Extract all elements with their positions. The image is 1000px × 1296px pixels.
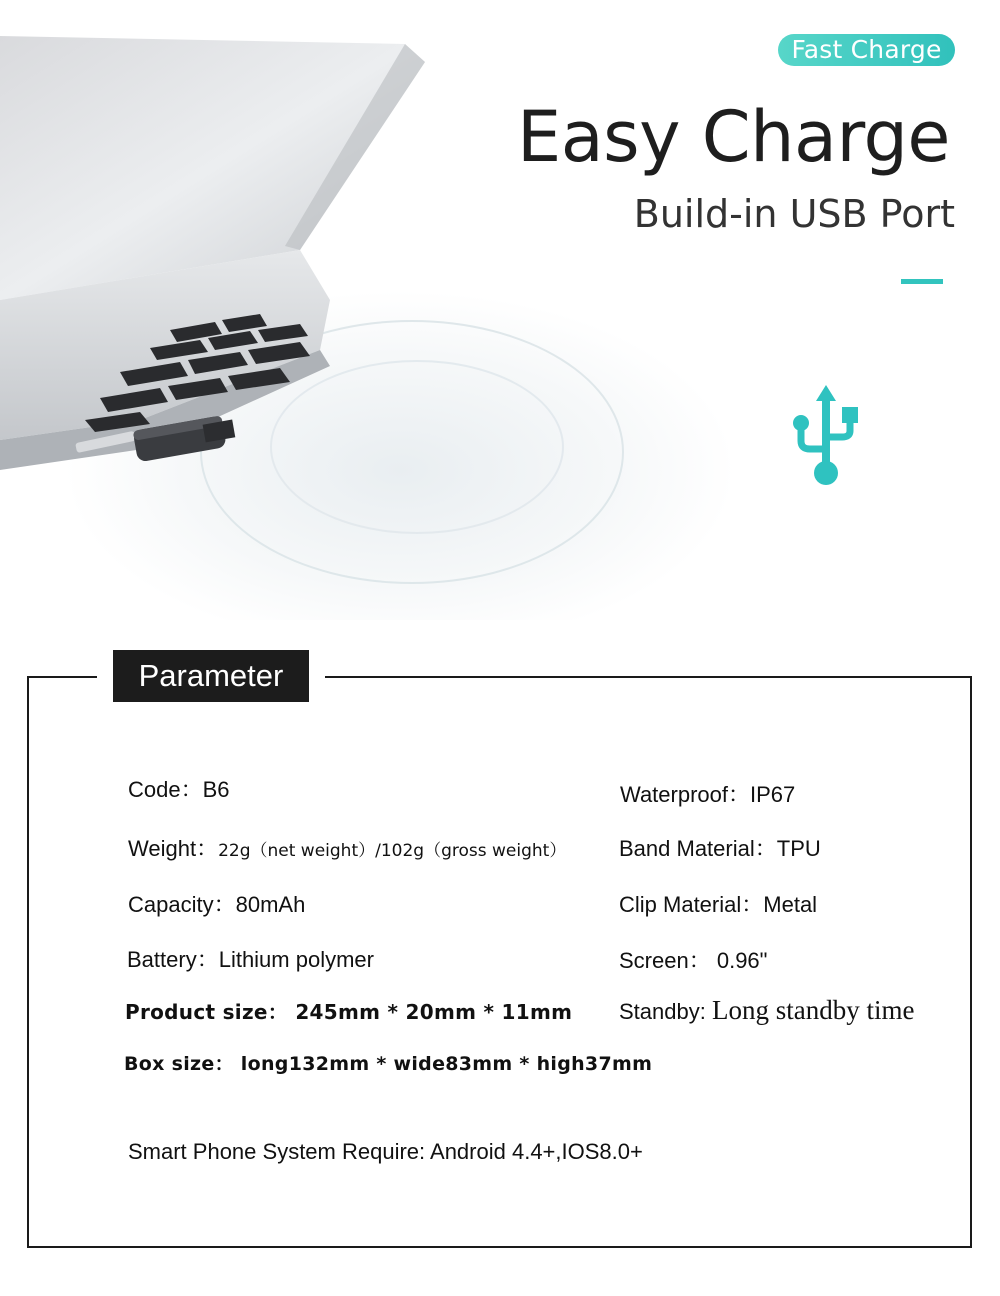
spec-screen (619, 944, 767, 975)
spec-system-require: Smart Phone System Require: Android 4.4+,IOS8.0+ (128, 1139, 643, 1164)
spec-code-key: Code： (128, 777, 203, 802)
spec-standby-key: Standby: (619, 999, 706, 1024)
frame-top-left-line (27, 676, 97, 678)
spec-band-material-key: Band Material： (619, 836, 777, 861)
spec-capacity-value: 80mAh (235, 892, 306, 917)
spec-battery (127, 943, 374, 974)
spec-product-size (125, 996, 572, 1025)
page-subtitle: Build-in USB Port (633, 192, 955, 236)
fast-charge-badge: Fast Charge (778, 34, 955, 66)
spec-product-size-value: 245mm * 20mm * 11mm (295, 1000, 573, 1024)
spec-box-size-value: long132mm * wide83mm * high37mm (240, 1053, 653, 1075)
page-title: Easy Charge (517, 96, 950, 178)
spec-code (128, 773, 230, 804)
spec-weight (128, 832, 566, 863)
frame-top-right-line (325, 676, 972, 678)
laptop-image (0, 0, 640, 560)
spec-capacity-key: Capacity： (128, 892, 236, 917)
hero-section (0, 0, 1000, 620)
spec-clip-material (619, 888, 817, 919)
spec-screen-key: Screen： (619, 948, 711, 973)
accent-divider (901, 279, 943, 284)
spec-box-size (124, 1049, 652, 1076)
spec-code-value: B6 (202, 777, 230, 802)
spec-band-material (619, 832, 821, 863)
spec-capacity (128, 888, 305, 919)
spec-waterproof (620, 778, 795, 809)
usb-icon (790, 385, 862, 487)
spec-clip-material-value: Metal (763, 892, 818, 917)
spec-weight-value: 22g（net weight）/102g（gross weight） (218, 841, 567, 861)
spec-waterproof-key: Waterproof： (620, 782, 751, 807)
spec-band-material-value: TPU (776, 836, 821, 861)
spec-screen-value: 0.96" (716, 948, 768, 973)
spec-standby (619, 995, 914, 1026)
parameter-heading: Parameter (113, 650, 309, 702)
spec-waterproof-value: IP67 (750, 782, 796, 807)
spec-weight-key: Weight： (128, 836, 219, 861)
spec-battery-key: Battery： (127, 947, 219, 972)
spec-box-size-key: Box size： (124, 1053, 234, 1075)
spec-clip-material-key: Clip Material： (619, 892, 764, 917)
spec-standby-value: Long standby time (711, 995, 915, 1025)
spec-product-size-key: Product size： (125, 1000, 289, 1024)
spec-battery-value: Lithium polymer (218, 947, 374, 972)
